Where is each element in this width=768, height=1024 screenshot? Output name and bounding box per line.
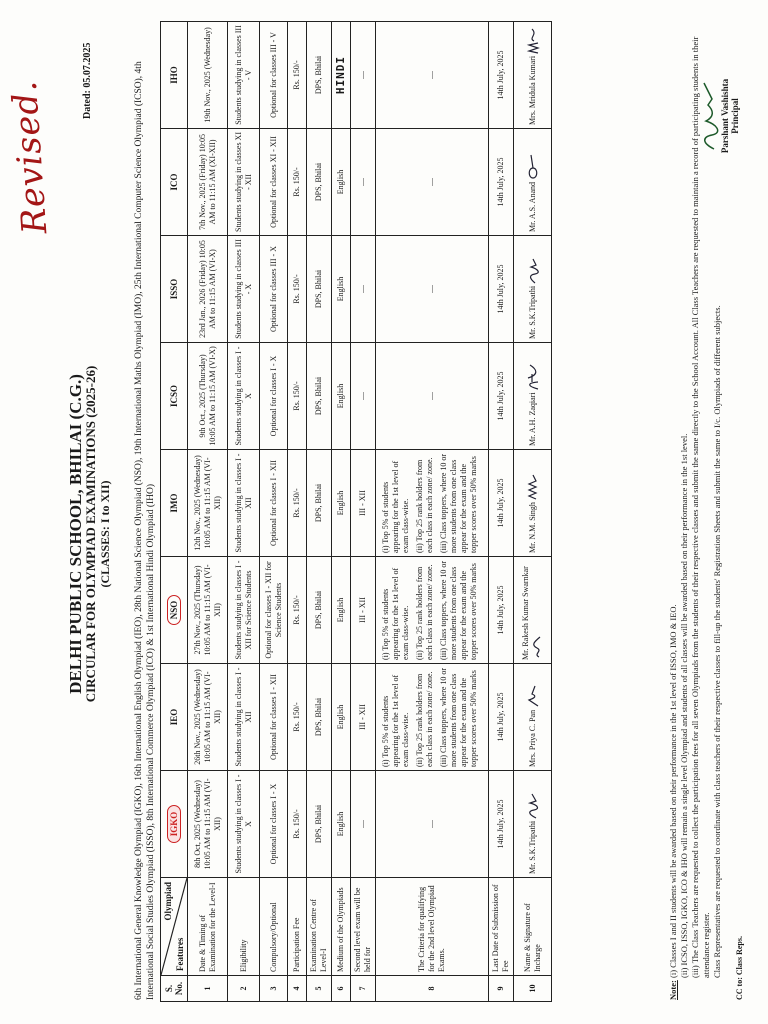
- criteria-item: [415, 560, 435, 660]
- cell-igko: 14th July, 2025: [489, 771, 514, 878]
- cell-icso: 9th Oct., 2025 (Thursday) 10:05 AM to 11:15 AM (VI-X): [188, 343, 228, 450]
- criteria-num: (iii): [439, 755, 448, 767]
- cell-ieo: Optional for classes I - XII: [260, 664, 288, 771]
- col-igko: [161, 771, 188, 878]
- cell-igko: DPS, Bhilai: [307, 771, 332, 878]
- cell-imo: [376, 450, 489, 557]
- circular-title: CIRCULAR FOR OLYMPIAD EXAMINATIONS (2025-26): [83, 365, 98, 703]
- table-row: [288, 22, 307, 1002]
- criteria-text: Top 5% of students appearing for the 1st level of exam class-wise.: [381, 567, 410, 660]
- cell-iho: 19th Nov., 2025 (Wednesday): [188, 22, 228, 129]
- note-item: Class Representatives are requested to coordinate with class teachers of their respective classes to fill-up the students' Registration Sheets and submit the same to I/c. Olympiads of different subjects.: [712, 305, 722, 978]
- criteria-text: Top 25 rank holders from each class in each zone/ zone.: [415, 671, 434, 767]
- cell-iho: HINDI: [332, 22, 351, 129]
- cell-isso: 23rd Jan., 2026 (Friday) 10:05 AM to 11:15 AM (VI-X): [188, 236, 228, 343]
- cell-ieo: III - XII: [351, 664, 376, 771]
- row-number: 10: [514, 976, 552, 1002]
- criteria-num: (ii): [415, 757, 424, 767]
- col-ieo: [161, 664, 188, 771]
- cell-igko: [514, 771, 552, 878]
- olympiad-header: Olympiad: [163, 882, 173, 921]
- olympiad-name: IEO: [169, 708, 179, 726]
- cell-iho: —: [351, 22, 376, 129]
- incharge-name: Mr. Rakesh Kumar Swarnkar: [520, 566, 530, 660]
- col-isso: [161, 236, 188, 343]
- criteria-list: [381, 560, 479, 660]
- cell-isso: DPS, Bhilai: [307, 236, 332, 343]
- cell-iho: Students studying in classes III - V: [228, 22, 260, 129]
- criteria-num: (i): [381, 652, 390, 660]
- cell-nso: DPS, Bhilai: [307, 557, 332, 664]
- signature-icon: [526, 28, 540, 54]
- principal-title: Principal: [730, 98, 740, 134]
- cell-igko: Students studying in classes I - X: [228, 771, 260, 878]
- criteria-num: (ii): [415, 650, 424, 660]
- circular-header: [68, 354, 113, 714]
- incharge-name: Mr. S.K.Tripathi: [527, 285, 537, 339]
- cell-iho: DPS, Bhilai: [307, 22, 332, 129]
- cell-imo: Students studying in classes I - XII: [228, 450, 260, 557]
- table-row: [351, 22, 376, 1002]
- cell-icso: English: [332, 343, 351, 450]
- col-nso: [161, 557, 188, 664]
- cell-icso: [514, 343, 552, 450]
- col-iho: [161, 22, 188, 129]
- cell-icso: Rs. 150/-: [288, 343, 307, 450]
- criteria-text: Top 5% of students appearing for the 1st level of exam class-wise.: [381, 460, 410, 553]
- cell-iho: —: [376, 22, 489, 129]
- criteria-text: Top 5% of students appearing for the 1st level of exam class-wise.: [381, 674, 410, 767]
- criteria-num: (iii): [439, 648, 448, 660]
- criteria-num: (i): [381, 759, 390, 767]
- olympiad-name: ICO: [169, 173, 179, 191]
- cell-iho: [514, 22, 552, 129]
- cell-icso: 14th July, 2025: [489, 343, 514, 450]
- cell-nso: Students studying in classes I - XII for Science Students: [228, 557, 260, 664]
- table-row: [188, 22, 228, 1002]
- note-item: (iii) The Class Teachers are requested to collect the participation fees for all seven Olympiads from the students of their respective classes and submit the same directly to the School Account. All Class Teachers are requested to maintain a record of participating students in their attendance register.: [690, 36, 711, 978]
- cell-nso: 14th July, 2025: [489, 557, 514, 664]
- cell-nso: [376, 557, 489, 664]
- cell-igko: —: [376, 771, 489, 878]
- row-number: 4: [288, 976, 307, 1002]
- row-number: 1: [188, 976, 228, 1002]
- criteria-text: Top 25 rank holders from each class in each zone/ zone.: [415, 457, 434, 553]
- cell-igko: English: [332, 771, 351, 878]
- note-item: (i) Classes I and II students will be awarded based on their performance in the 1st level of ISSO, IMO & IEO.: [668, 604, 678, 978]
- incharge-name: Mr. A.H. Zaqiari: [527, 392, 537, 446]
- olympiad-name: IGKO: [167, 805, 181, 844]
- features-header: Features: [175, 937, 185, 971]
- criteria-num: (iii): [439, 541, 448, 553]
- cell-ico: —: [351, 129, 376, 236]
- cell-imo: III - XII: [351, 450, 376, 557]
- cell-isso: Students studying in classes III - X: [228, 236, 260, 343]
- feature-label: Participation Fee: [288, 878, 307, 976]
- feature-label: Compulsory/Optional: [260, 878, 288, 976]
- cell-imo: DPS, Bhilai: [307, 450, 332, 557]
- row-number: 2: [228, 976, 260, 1002]
- row-number: 9: [489, 976, 514, 1002]
- criteria-num: (i): [381, 545, 390, 553]
- cell-isso: [514, 236, 552, 343]
- cell-imo: Rs. 150/-: [288, 450, 307, 557]
- cell-nso: English: [332, 557, 351, 664]
- signature-icon: [526, 474, 540, 500]
- cell-isso: English: [332, 236, 351, 343]
- criteria-list: [381, 667, 479, 767]
- cell-iho: Rs. 150/-: [288, 22, 307, 129]
- olympiad-name: IMO: [169, 493, 179, 513]
- incharge-name: Mrs. Priya C. Pan: [527, 709, 537, 767]
- cell-ieo: English: [332, 664, 351, 771]
- cell-ieo: 14th July, 2025: [489, 664, 514, 771]
- cell-iho: 14th July, 2025: [489, 22, 514, 129]
- cell-ieo: [376, 664, 489, 771]
- criteria-item: [439, 560, 479, 660]
- cell-imo: Optional for classes I - XII: [260, 450, 288, 557]
- feature-label: The Criteria for qualifying for the 2nd level Olympiad Exams.: [376, 878, 489, 976]
- row-number: 7: [351, 976, 376, 1002]
- olympiad-name: ICSO: [169, 385, 179, 408]
- cell-ico: —: [376, 129, 489, 236]
- row-number: 3: [260, 976, 288, 1002]
- cell-ieo: DPS, Bhilai: [307, 664, 332, 771]
- cell-icso: —: [376, 343, 489, 450]
- classes-subtitle: (CLASSES: I to XII): [98, 480, 112, 588]
- features-olympiad-header: [161, 878, 188, 976]
- cell-ico: English: [332, 129, 351, 236]
- note-item: (ii) ICSO, ISSO, IGKO, ICO & IHO will remain a single level Olympiad and students of all classes will be awarded based on their performance in the 1st level.: [679, 433, 689, 978]
- principal-name: Parshant Vashishta: [720, 78, 730, 154]
- criteria-text: Top 25 rank holders from each class in each zone/ zone.: [415, 564, 434, 660]
- criteria-item: [415, 667, 435, 767]
- feature-label: Second level exam will be held for: [351, 878, 376, 976]
- cell-nso: 27th Nov., 2025 (Thursday) 10:05 AM to 11:15 AM (VI-XII): [188, 557, 228, 664]
- olympiad-name: NSO: [167, 595, 181, 626]
- cell-icso: Optional for classes I - X: [260, 343, 288, 450]
- olympiad-name: IHO: [169, 66, 179, 84]
- row-number: 8: [376, 976, 489, 1002]
- cell-ico: 7th Nov., 2025 (Friday) 10:05 AM to 11:15 AM (XI-XII): [188, 129, 228, 236]
- cell-igko: —: [351, 771, 376, 878]
- criteria-text: Class toppers, where 10 or more students from one class appear for the exam and the topper scores over 50% marks: [439, 560, 478, 660]
- cell-nso: Optional for classes I - XII for Science Students: [260, 557, 288, 664]
- olympiad-name: ISSO: [169, 278, 179, 300]
- signature-icon: [526, 258, 540, 284]
- feature-label: Examination Centre of Level-I: [307, 878, 332, 976]
- cell-ico: [514, 129, 552, 236]
- criteria-item: [381, 667, 411, 767]
- incharge-name: Mr. A.S. Anand: [527, 181, 537, 232]
- table-row: [332, 22, 351, 1002]
- circular-date: Dated: 05.07.2025: [82, 42, 93, 119]
- cell-imo: 12th Nov., 2025 (Wednesday) 10:05 AM to 11:15 AM (VI-XII): [188, 450, 228, 557]
- feature-label: Last Date of Submission of Fee: [489, 878, 514, 976]
- intro-paragraph: 6th International General Knowledge Olympiad (IGKO), 16th International English Olympiad (IEO), 28th National Science Olympiad (NSO), 19th International Maths Olympiad (IMO), 25th International Computer Science Olympiad (ICSO), 4th International Social Studies Olympiad (ISSO), 8th International Commerce Olympiad (ICO) & 1st International Hindi Olympiad (IHO): [134, 61, 156, 1000]
- table-row-criteria: [376, 22, 489, 1002]
- signature-icon: [531, 636, 545, 658]
- cell-nso: Rs. 150/-: [288, 557, 307, 664]
- col-icso: [161, 343, 188, 450]
- olympiad-table: [160, 21, 552, 1002]
- cell-iho: Optional for classes III - V: [260, 22, 288, 129]
- table-row: [260, 22, 288, 1002]
- signature-icon: [526, 364, 540, 390]
- criteria-list: [381, 453, 479, 553]
- school-name: DELHI PUBLIC SCHOOL, BHILAI (C.G.): [66, 374, 85, 694]
- revised-stamp: Revised.: [4, 78, 56, 236]
- sno-header: S. No.: [161, 976, 188, 1002]
- cell-isso: —: [376, 236, 489, 343]
- cell-isso: 14th July, 2025: [489, 236, 514, 343]
- table-header-row: [161, 22, 188, 1002]
- criteria-item: [415, 453, 435, 553]
- col-ico: [161, 129, 188, 236]
- incharge-name: Mr. S.K.Tripathi: [527, 820, 537, 874]
- feature-label: Medium of the Olympiads: [332, 878, 351, 976]
- cell-ieo: [514, 664, 552, 771]
- signature-icon: [700, 81, 720, 151]
- feature-label: Eligibility: [228, 878, 260, 976]
- signature-icon: [526, 682, 540, 708]
- cell-ieo: 26th Nov., 2025 (Wednesday) 10:05 AM to 11:15 AM (VI-XII): [188, 664, 228, 771]
- criteria-num: (ii): [415, 543, 424, 553]
- cell-icso: DPS, Bhilai: [307, 343, 332, 450]
- cell-isso: Rs. 150/-: [288, 236, 307, 343]
- table-row: [228, 22, 260, 1002]
- criteria-item: [381, 453, 411, 553]
- cell-ico: 14th July, 2025: [489, 129, 514, 236]
- signature-icon: [526, 154, 540, 180]
- criteria-text: Class toppers, where 10 or more students from one class appear for the exam and the topper scores over 50% marks: [439, 453, 478, 553]
- cell-ico: Students studying in classes XI - XII: [228, 129, 260, 236]
- cell-ieo: Students studying in classes I - XII: [228, 664, 260, 771]
- cell-isso: —: [351, 236, 376, 343]
- criteria-item: [439, 453, 479, 553]
- feature-label: Name & Signature of Incharge: [514, 878, 552, 976]
- cell-nso: III - XII: [351, 557, 376, 664]
- cell-igko: Rs. 150/-: [288, 771, 307, 878]
- cc-line: CC to: Class Reps.: [735, 936, 744, 1000]
- table-row-incharge: [514, 22, 552, 1002]
- principal-signoff: [700, 56, 740, 176]
- cell-ico: DPS, Bhilai: [307, 129, 332, 236]
- feature-label: Date & Timing of Examination for the Level-I: [188, 878, 228, 976]
- row-number: 5: [307, 976, 332, 1002]
- cell-icso: Students studying in classes I - X: [228, 343, 260, 450]
- cell-imo: English: [332, 450, 351, 557]
- criteria-item: [439, 667, 479, 767]
- cell-imo: 14th July, 2025: [489, 450, 514, 557]
- cell-icso: —: [351, 343, 376, 450]
- cell-igko: 8th Oct, 2025 (Wednesday) 10:05 AM to 11:15 AM (VI-XII): [188, 771, 228, 878]
- col-imo: [161, 450, 188, 557]
- row-number: 6: [332, 976, 351, 1002]
- notes-heading: Note:: [668, 980, 678, 1000]
- incharge-name: Mrs. Mridula Kumari: [527, 55, 537, 125]
- cell-nso: [514, 557, 552, 664]
- cell-ico: Rs. 150/-: [288, 129, 307, 236]
- cell-ieo: Rs. 150/-: [288, 664, 307, 771]
- incharge-name: Mr. N.M. Singh: [527, 502, 537, 553]
- cell-imo: [514, 450, 552, 557]
- cell-ico: Optional for classes XI - XII: [260, 129, 288, 236]
- table-row: [307, 22, 332, 1002]
- cell-isso: Optional for classes III - X: [260, 236, 288, 343]
- cell-igko: Optional for classes I - X: [260, 771, 288, 878]
- criteria-item: [381, 560, 411, 660]
- criteria-text: Class toppers, where 10 or more students from one class appear for the exam and the topper scores over 50% marks: [439, 667, 478, 767]
- signature-icon: [526, 793, 540, 819]
- principal-signature: [700, 56, 720, 176]
- table-row: [489, 22, 514, 1002]
